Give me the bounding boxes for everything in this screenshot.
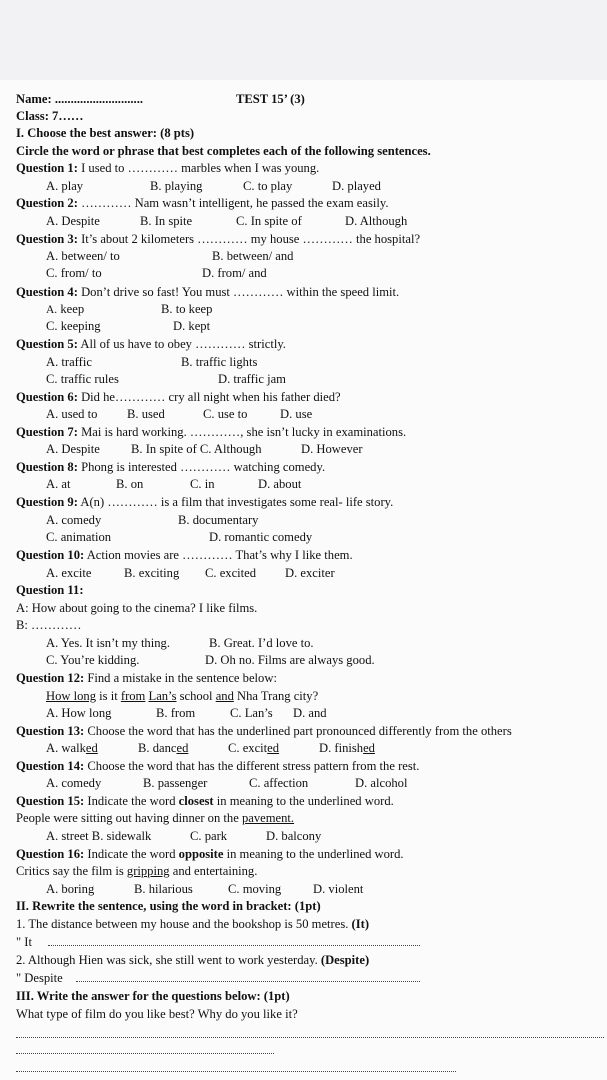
- q13-option-b[interactable]: B. danced: [138, 741, 189, 755]
- q4-option-a[interactable]: A. keep: [46, 302, 85, 316]
- q12-option-a[interactable]: A. How long: [46, 706, 112, 720]
- q3-option-c[interactable]: C. from/ to: [46, 266, 102, 280]
- q12-option-c[interactable]: C. Lan’s: [230, 706, 273, 720]
- question-4: Question 4: Don’t drive so fast! You must ………… within the speed limit.: [16, 285, 400, 299]
- q4-option-b[interactable]: B. to keep: [161, 302, 213, 316]
- q3-option-b[interactable]: B. between/ and: [212, 249, 294, 263]
- section1-title: I. Choose the best answer: (8 pts): [16, 126, 195, 140]
- q13-option-a[interactable]: A. walked: [46, 741, 98, 755]
- q5-option-a[interactable]: A. traffic: [46, 355, 92, 369]
- q7-option-b-c[interactable]: B. In spite of C. Although: [131, 442, 262, 456]
- section3-title: III. Write the answer for the questions below: (1pt): [16, 989, 290, 1003]
- answer-line-2[interactable]: [16, 1052, 274, 1054]
- question-6: Question 6: Did he………… cry all night when his father died?: [16, 390, 341, 404]
- q11-line-b: B: …………: [16, 618, 82, 632]
- question-3: Question 3: It’s about 2 kilometers ………… my house ………… the hospital?: [16, 232, 421, 246]
- q5-option-c[interactable]: C. traffic rules: [46, 372, 119, 386]
- question-16: Question 16: Indicate the word opposite in meaning to the underlined word.: [16, 847, 404, 861]
- name-label: Name: ............................: [16, 92, 143, 106]
- answer-line-1[interactable]: [16, 1036, 604, 1038]
- test-title: TEST 15’ (3): [236, 92, 305, 106]
- q11-option-b[interactable]: B. Great. I’d love to.: [209, 636, 314, 650]
- q6-option-d[interactable]: D. use: [280, 407, 313, 421]
- q15-sentence: People were sitting out having dinner on the pavement.: [16, 811, 295, 825]
- question-12: Question 12: Find a mistake in the sentence below:: [16, 671, 277, 685]
- question-15: Question 15: Indicate the word closest in meaning to the underlined word.: [16, 794, 394, 808]
- section1-instruction: Circle the word or phrase that best completes each of the following sentences.: [16, 144, 431, 158]
- q8-option-b[interactable]: B. on: [116, 477, 144, 491]
- q1-option-b[interactable]: B. playing: [150, 179, 203, 193]
- q3-option-a[interactable]: A. between/ to: [46, 249, 120, 263]
- q6-option-b[interactable]: B. used: [127, 407, 165, 421]
- answer-line-3[interactable]: [16, 1070, 456, 1072]
- q16-option-c[interactable]: C. moving: [228, 882, 282, 896]
- question-10: Question 10: Action movies are ………… That’s why I like them.: [16, 548, 353, 562]
- q5-option-d[interactable]: D. traffic jam: [218, 372, 286, 386]
- rewrite-1-start: " It: [16, 935, 32, 949]
- question-11: Question 11:: [16, 583, 84, 597]
- section2-title: II. Rewrite the sentence, using the word in bracket: (1pt): [16, 899, 321, 913]
- q14-option-d[interactable]: D. alcohol: [355, 776, 408, 790]
- question-5: Question 5: All of us have to obey ………… strictly.: [16, 337, 286, 351]
- q15-option-d[interactable]: D. balcony: [266, 829, 322, 843]
- q4-option-c[interactable]: C. keeping: [46, 319, 101, 333]
- q8-option-c[interactable]: C. in: [190, 477, 215, 491]
- q1-option-d[interactable]: D. played: [332, 179, 381, 193]
- q15-option-c[interactable]: C. park: [190, 829, 228, 843]
- q10-option-b[interactable]: B. exciting: [124, 566, 180, 580]
- rewrite-2-start: " Despite: [16, 971, 63, 985]
- q12-option-d[interactable]: D. and: [293, 706, 327, 720]
- rewrite-1: 1. The distance between my house and the bookshop is 50 metres. (It): [16, 917, 370, 931]
- q7-option-a[interactable]: A. Despite: [46, 442, 100, 456]
- q7-option-d[interactable]: D. However: [301, 442, 363, 456]
- q2-option-a[interactable]: A. Despite: [46, 214, 100, 228]
- class-label: Class: 7……: [16, 109, 84, 123]
- question-1: Question 1: I used to ………… marbles when I was young.: [16, 161, 320, 175]
- q9-option-d[interactable]: D. romantic comedy: [209, 530, 313, 544]
- rewrite-1-answer-line[interactable]: [48, 944, 420, 946]
- q1-option-a[interactable]: A. play: [46, 179, 84, 193]
- q10-option-a[interactable]: A. excite: [46, 566, 92, 580]
- q14-option-a[interactable]: A. comedy: [46, 776, 102, 790]
- q8-option-a[interactable]: A. at: [46, 477, 71, 491]
- q3-option-d[interactable]: D. from/ and: [202, 266, 267, 280]
- q2-option-b[interactable]: B. In spite: [140, 214, 193, 228]
- rewrite-2-answer-line[interactable]: [76, 980, 420, 982]
- q2-option-d[interactable]: D. Although: [345, 214, 408, 228]
- q6-option-a[interactable]: A. used to: [46, 407, 98, 421]
- q1-option-c[interactable]: C. to play: [243, 179, 293, 193]
- section3-question: What type of film do you like best? Why do you like it?: [16, 1007, 298, 1021]
- q8-option-d[interactable]: D. about: [258, 477, 302, 491]
- q11-line-a: A: How about going to the cinema? I like films.: [16, 601, 258, 615]
- q16-option-a[interactable]: A. boring: [46, 882, 95, 896]
- q9-option-a[interactable]: A. comedy: [46, 513, 102, 527]
- q14-option-b[interactable]: B. passenger: [143, 776, 208, 790]
- question-2: Question 2: ………… Nam wasn’t intelligent, he passed the exam easily.: [16, 196, 389, 210]
- question-7: Question 7: Mai is hard working. …………, she isn’t lucky in examinations.: [16, 425, 407, 439]
- q10-option-c[interactable]: C. excited: [205, 566, 257, 580]
- q11-option-c[interactable]: C. You’re kidding.: [46, 653, 140, 667]
- q4-option-d[interactable]: D. kept: [173, 319, 211, 333]
- q16-sentence: Critics say the film is gripping and entertaining.: [16, 864, 258, 878]
- q11-option-a[interactable]: A. Yes. It isn’t my thing.: [46, 636, 170, 650]
- q9-option-c[interactable]: C. animation: [46, 530, 112, 544]
- q12-sentence: How long is it from Lan’s school and Nha Trang city?: [46, 689, 319, 703]
- question-14: Question 14: Choose the word that has the different stress pattern from the rest.: [16, 759, 420, 773]
- q2-option-c[interactable]: C. In spite of: [236, 214, 302, 228]
- q10-option-d[interactable]: D. exciter: [285, 566, 335, 580]
- q16-option-b[interactable]: B. hilarious: [134, 882, 193, 896]
- q14-option-c[interactable]: C. affection: [249, 776, 309, 790]
- q15-option-a-b[interactable]: A. street B. sidewalk: [46, 829, 152, 843]
- q13-option-d[interactable]: D. finished: [319, 741, 375, 755]
- q13-option-c[interactable]: C. excited: [228, 741, 280, 755]
- question-9: Question 9: A(n) ………… is a film that investigates some real- life story.: [16, 495, 394, 509]
- q5-option-b[interactable]: B. traffic lights: [181, 355, 258, 369]
- rewrite-2: 2. Although Hien was sick, she still went to work yesterday. (Despite): [16, 953, 370, 967]
- q12-option-b[interactable]: B. from: [156, 706, 196, 720]
- q11-option-d[interactable]: D. Oh no. Films are always good.: [205, 653, 375, 667]
- q16-option-d[interactable]: D. violent: [313, 882, 364, 896]
- question-13: Question 13: Choose the word that has the underlined part pronounced differently from the others: [16, 724, 512, 738]
- q9-option-b[interactable]: B. documentary: [178, 513, 259, 527]
- question-8: Question 8: Phong is interested ………… watching comedy.: [16, 460, 326, 474]
- q6-option-c[interactable]: C. use to: [203, 407, 248, 421]
